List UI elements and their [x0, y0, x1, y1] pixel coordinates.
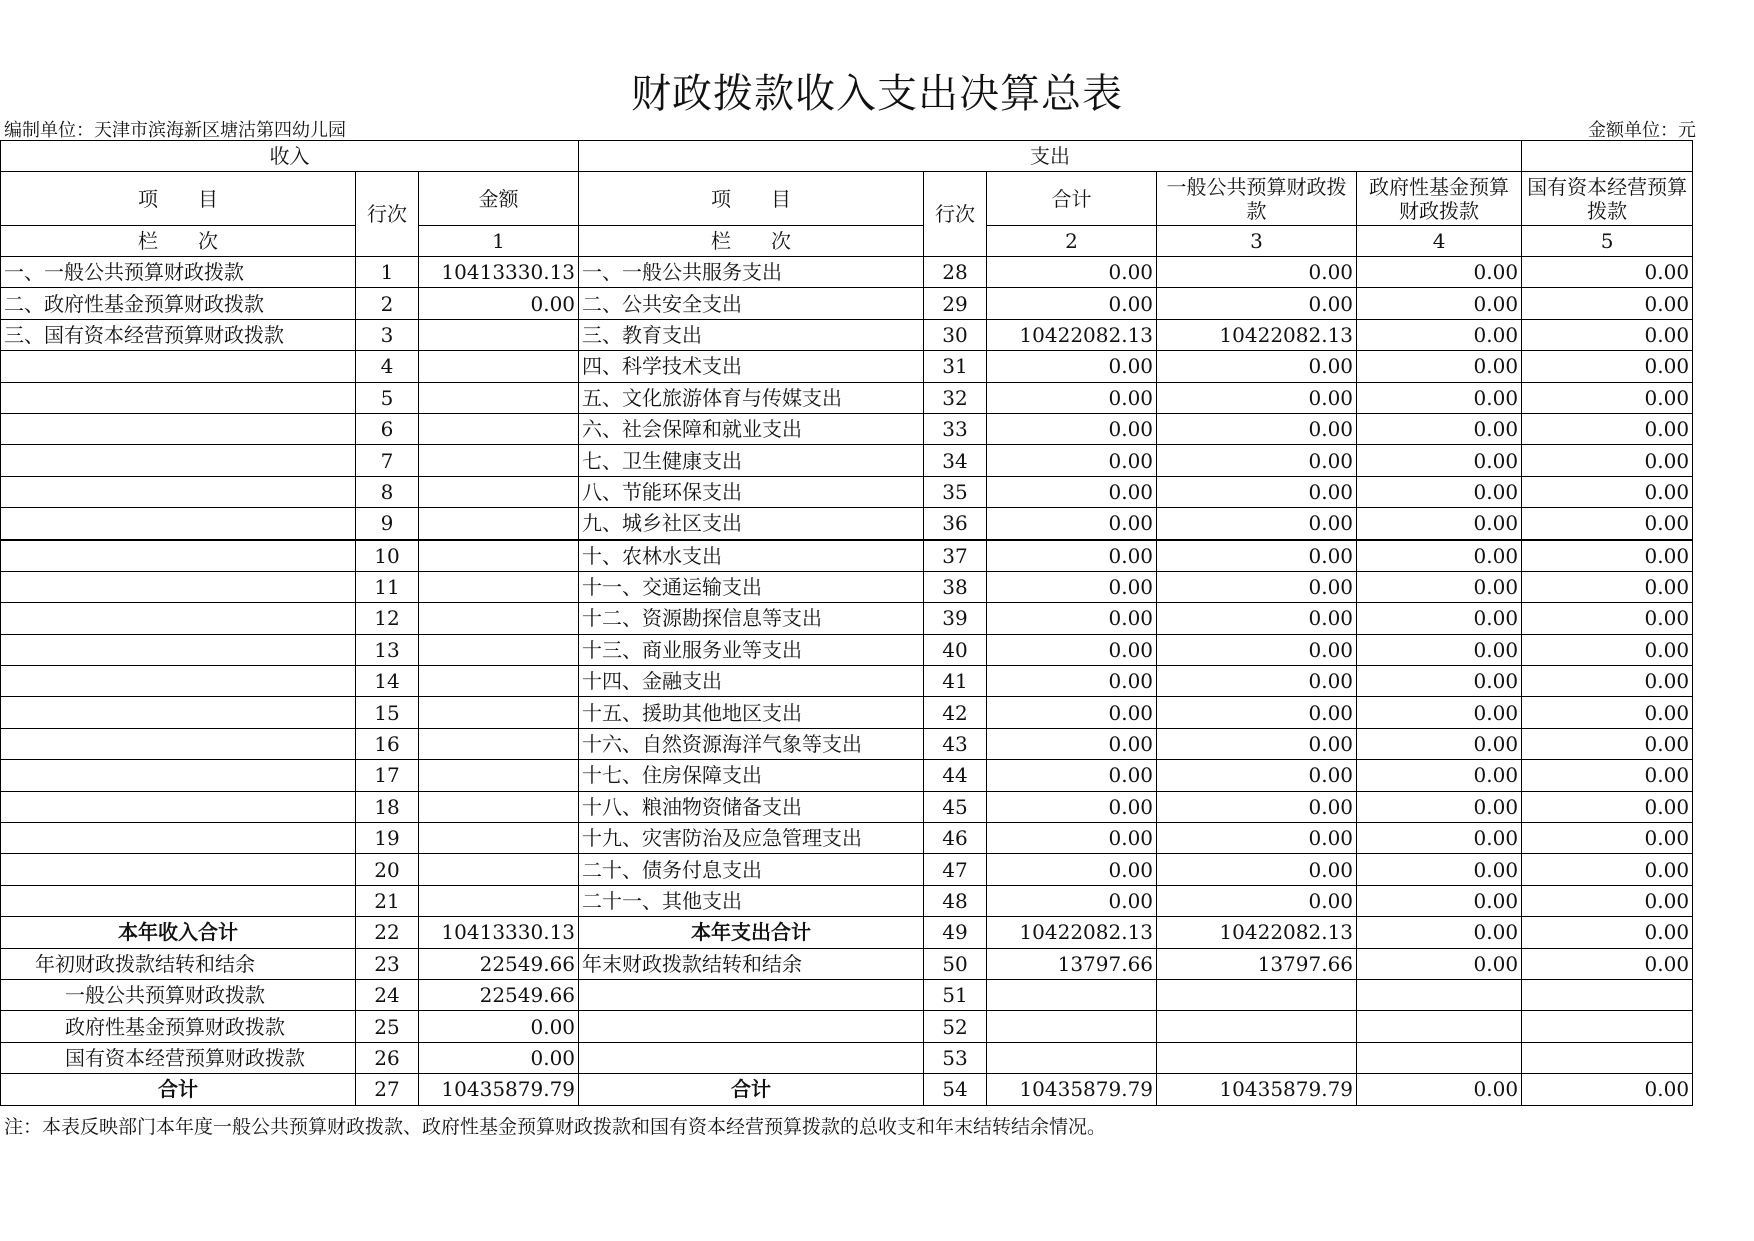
- reporting-unit: 编制单位：天津市滨海新区塘沽第四幼儿园: [4, 120, 346, 141]
- expense-total: 0.00: [987, 760, 1157, 791]
- expense-general: 0.00: [1157, 697, 1357, 728]
- expense-general: 0.00: [1157, 382, 1357, 413]
- expense-general: 0.00: [1157, 413, 1357, 444]
- expense-total: 0.00: [987, 413, 1157, 444]
- expense-state: 0.00: [1522, 476, 1693, 507]
- income-amount: [419, 413, 579, 444]
- expense-row-no: 28: [924, 257, 987, 288]
- income-amount: [419, 445, 579, 476]
- income-row-no: 20: [356, 854, 419, 885]
- income-amount: [419, 697, 579, 728]
- income-item: 年初财政拨款结转和结余: [1, 948, 356, 979]
- table-row: [1, 728, 1693, 759]
- income-amount: 0.00: [419, 288, 579, 319]
- table-row: [1, 1074, 1693, 1105]
- expense-total: 0.00: [987, 603, 1157, 634]
- expense-fund-header: 政府性基金预算财政拨款: [1357, 172, 1522, 226]
- col-no-4: 4: [1357, 226, 1522, 257]
- expense-state: 0.00: [1522, 1074, 1693, 1105]
- income-amount: 10413330.13: [419, 917, 579, 948]
- expense-fund: 0.00: [1357, 666, 1522, 697]
- expense-state: 0.00: [1522, 571, 1693, 602]
- expense-row-no: 29: [924, 288, 987, 319]
- expense-item: 年末财政拨款结转和结余: [579, 948, 924, 979]
- expense-total: 0.00: [987, 508, 1157, 540]
- income-item: 合计: [1, 1074, 356, 1105]
- header-row-column-numbers: [1, 226, 1693, 257]
- income-amount: 22549.66: [419, 979, 579, 1010]
- expense-fund: [1357, 979, 1522, 1010]
- header-row-columns: [1, 172, 1693, 226]
- expense-state: 0.00: [1522, 666, 1693, 697]
- table-row: [1, 288, 1693, 319]
- expense-total: 0.00: [987, 666, 1157, 697]
- expense-general: 0.00: [1157, 288, 1357, 319]
- expense-total: 0.00: [987, 257, 1157, 288]
- expense-general: 10422082.13: [1157, 917, 1357, 948]
- expense-item: [579, 979, 924, 1010]
- expense-general: 0.00: [1157, 508, 1357, 540]
- expense-total: 0.00: [987, 728, 1157, 759]
- expense-fund: 0.00: [1357, 508, 1522, 540]
- expense-state: 0.00: [1522, 885, 1693, 916]
- expense-fund: 0.00: [1357, 854, 1522, 885]
- expense-item: 三、教育支出: [579, 319, 924, 350]
- expense-state: 0.00: [1522, 760, 1693, 791]
- expense-fund: 0.00: [1357, 603, 1522, 634]
- expense-item: 合计: [579, 1074, 924, 1105]
- expense-row-no: 32: [924, 382, 987, 413]
- table-row: [1, 571, 1693, 602]
- expense-general: 0.00: [1157, 257, 1357, 288]
- income-amount: [419, 728, 579, 759]
- income-row-no: 13: [356, 634, 419, 665]
- income-item: [1, 445, 356, 476]
- income-item: 政府性基金预算财政拨款: [1, 1011, 356, 1042]
- expense-fund: 0.00: [1357, 728, 1522, 759]
- expense-general: 0.00: [1157, 854, 1357, 885]
- income-item: 国有资本经营预算财政拨款: [1, 1042, 356, 1073]
- table-row: [1, 540, 1693, 572]
- expense-state: 0.00: [1522, 288, 1693, 319]
- expense-total: 0.00: [987, 382, 1157, 413]
- expense-total: 0.00: [987, 445, 1157, 476]
- expense-item: 二十、债务付息支出: [579, 854, 924, 885]
- expense-state-header: 国有资本经营预算拨款: [1522, 172, 1693, 226]
- expense-item: [579, 1011, 924, 1042]
- table-row: [1, 760, 1693, 791]
- income-row-no: 4: [356, 351, 419, 382]
- expense-total: 10435879.79: [987, 1074, 1157, 1105]
- income-row-no: 26: [356, 1042, 419, 1073]
- expense-state: 0.00: [1522, 728, 1693, 759]
- table-row: [1, 476, 1693, 507]
- expense-state: 0.00: [1522, 697, 1693, 728]
- income-amount: 0.00: [419, 1042, 579, 1073]
- expense-column-label: 栏 次: [579, 226, 924, 257]
- expense-item: 八、节能环保支出: [579, 476, 924, 507]
- income-amount: [419, 885, 579, 916]
- table-row: [1, 917, 1693, 948]
- expense-fund: 0.00: [1357, 634, 1522, 665]
- income-item-header: 项 目: [1, 172, 356, 226]
- expense-row-no: 50: [924, 948, 987, 979]
- expense-row-no: 34: [924, 445, 987, 476]
- expense-state: 0.00: [1522, 382, 1693, 413]
- expense-item: 四、科学技术支出: [579, 351, 924, 382]
- expense-item: 九、城乡社区支出: [579, 508, 924, 540]
- income-item: [1, 571, 356, 602]
- col-no-2: 2: [987, 226, 1157, 257]
- expense-row-no: 47: [924, 854, 987, 885]
- expense-item: 十、农林水支出: [579, 540, 924, 572]
- expense-fund: 0.00: [1357, 257, 1522, 288]
- expense-item: 二、公共安全支出: [579, 288, 924, 319]
- income-amount: 22549.66: [419, 948, 579, 979]
- income-item: [1, 603, 356, 634]
- income-item: [1, 351, 356, 382]
- col-no-5: 5: [1522, 226, 1693, 257]
- expense-state: [1522, 1011, 1693, 1042]
- expense-total: 10422082.13: [987, 319, 1157, 350]
- expense-row-no: 33: [924, 413, 987, 444]
- income-item: [1, 728, 356, 759]
- income-row-no: 9: [356, 508, 419, 540]
- expense-fund: 0.00: [1357, 540, 1522, 572]
- expense-fund: 0.00: [1357, 760, 1522, 791]
- expense-state: 0.00: [1522, 948, 1693, 979]
- expense-total: [987, 979, 1157, 1010]
- table-row: [1, 382, 1693, 413]
- expense-fund: 0.00: [1357, 917, 1522, 948]
- income-column-label: 栏 次: [1, 226, 356, 257]
- expense-total: [987, 1042, 1157, 1073]
- expense-row-no: 35: [924, 476, 987, 507]
- income-item: 一、一般公共预算财政拨款: [1, 257, 356, 288]
- income-row-no: 5: [356, 382, 419, 413]
- expense-total: 0.00: [987, 571, 1157, 602]
- expense-fund: 0.00: [1357, 571, 1522, 602]
- expense-item: 本年支出合计: [579, 917, 924, 948]
- expense-general: 0.00: [1157, 476, 1357, 507]
- expense-state: 0.00: [1522, 508, 1693, 540]
- expense-general: [1157, 1042, 1357, 1073]
- expense-row-no: 43: [924, 728, 987, 759]
- expense-state: 0.00: [1522, 917, 1693, 948]
- expense-general: 10422082.13: [1157, 319, 1357, 350]
- income-row-no: 27: [356, 1074, 419, 1105]
- expense-item: 十三、商业服务业等支出: [579, 634, 924, 665]
- page-title: 财政拨款收入支出决算总表: [631, 71, 1123, 117]
- income-item: [1, 540, 356, 572]
- expense-fund: 0.00: [1357, 1074, 1522, 1105]
- expense-state: 0.00: [1522, 634, 1693, 665]
- expense-state: 0.00: [1522, 351, 1693, 382]
- income-row-no: 14: [356, 666, 419, 697]
- expense-fund: 0.00: [1357, 697, 1522, 728]
- expense-state: 0.00: [1522, 854, 1693, 885]
- expense-general: 0.00: [1157, 791, 1357, 822]
- table-note: 注：本表反映部门本年度一般公共预算财政拨款、政府性基金预算财政拨款和国有资本经营预算拨款的总收支和年末结转结余情况。: [4, 1116, 1107, 1138]
- expense-general: [1157, 979, 1357, 1010]
- expense-fund: 0.00: [1357, 288, 1522, 319]
- table-row: [1, 445, 1693, 476]
- expense-fund: 0.00: [1357, 351, 1522, 382]
- expense-total: 0.00: [987, 854, 1157, 885]
- expense-general: 0.00: [1157, 666, 1357, 697]
- expense-item: 十五、援助其他地区支出: [579, 697, 924, 728]
- income-row-no: 22: [356, 917, 419, 948]
- expense-fund: 0.00: [1357, 413, 1522, 444]
- table-row: [1, 319, 1693, 350]
- expense-state: 0.00: [1522, 413, 1693, 444]
- expense-row-no: 38: [924, 571, 987, 602]
- expense-item: 五、文化旅游体育与传媒支出: [579, 382, 924, 413]
- expense-total: 0.00: [987, 540, 1157, 572]
- expense-item: 十七、住房保障支出: [579, 760, 924, 791]
- table-row: [1, 1011, 1693, 1042]
- income-amount: [419, 351, 579, 382]
- income-amount-header: 金额: [419, 172, 579, 226]
- income-item: [1, 854, 356, 885]
- expense-header: 支出: [579, 141, 1522, 172]
- expense-total: [987, 1011, 1157, 1042]
- income-row-no: 17: [356, 760, 419, 791]
- expense-general: 0.00: [1157, 728, 1357, 759]
- expense-item: 十一、交通运输支出: [579, 571, 924, 602]
- table-row: [1, 257, 1693, 288]
- income-row-no: 25: [356, 1011, 419, 1042]
- header-row-sections: [1, 141, 1693, 172]
- expense-general: 0.00: [1157, 571, 1357, 602]
- income-row-no: 10: [356, 540, 419, 572]
- income-amount: 10435879.79: [419, 1074, 579, 1105]
- expense-item: [579, 1042, 924, 1073]
- income-row-no: 1: [356, 257, 419, 288]
- income-row-no: 7: [356, 445, 419, 476]
- table-row: [1, 603, 1693, 634]
- expense-row-no: 41: [924, 666, 987, 697]
- expense-general: 0.00: [1157, 445, 1357, 476]
- expense-total: 0.00: [987, 697, 1157, 728]
- income-item: [1, 885, 356, 916]
- table-row: [1, 854, 1693, 885]
- income-item: [1, 634, 356, 665]
- expense-fund: 0.00: [1357, 885, 1522, 916]
- expense-general: 0.00: [1157, 603, 1357, 634]
- expense-fund: 0.00: [1357, 319, 1522, 350]
- income-amount: [419, 571, 579, 602]
- expense-state: 0.00: [1522, 540, 1693, 572]
- income-amount: [419, 382, 579, 413]
- expense-item: 十九、灾害防治及应急管理支出: [579, 823, 924, 854]
- expense-item: 二十一、其他支出: [579, 885, 924, 916]
- income-row-no: 3: [356, 319, 419, 350]
- expense-fund: 0.00: [1357, 382, 1522, 413]
- expense-total-header: 合计: [987, 172, 1157, 226]
- income-amount: [419, 603, 579, 634]
- expense-row-no: 37: [924, 540, 987, 572]
- expense-general: 0.00: [1157, 885, 1357, 916]
- expense-general: 0.00: [1157, 823, 1357, 854]
- income-amount: [419, 791, 579, 822]
- expense-row-no: 31: [924, 351, 987, 382]
- expense-total: 0.00: [987, 791, 1157, 822]
- table-row: [1, 634, 1693, 665]
- table-row: [1, 508, 1693, 540]
- expense-total: 0.00: [987, 351, 1157, 382]
- expense-row-no: 45: [924, 791, 987, 822]
- expense-state: 0.00: [1522, 445, 1693, 476]
- income-row-no: 11: [356, 571, 419, 602]
- expense-total: 0.00: [987, 823, 1157, 854]
- income-amount: [419, 666, 579, 697]
- expense-row-no: 53: [924, 1042, 987, 1073]
- income-amount: [419, 508, 579, 540]
- income-item: 二、政府性基金预算财政拨款: [1, 288, 356, 319]
- income-item: [1, 666, 356, 697]
- expense-item: 七、卫生健康支出: [579, 445, 924, 476]
- income-row-no: 19: [356, 823, 419, 854]
- expense-total: 10422082.13: [987, 917, 1157, 948]
- expense-row-no: 42: [924, 697, 987, 728]
- expense-state: 0.00: [1522, 823, 1693, 854]
- expense-total: 0.00: [987, 885, 1157, 916]
- expense-row-no: 54: [924, 1074, 987, 1105]
- income-row-no: 18: [356, 791, 419, 822]
- expense-item: 十四、金融支出: [579, 666, 924, 697]
- expense-item-header: 项 目: [579, 172, 924, 226]
- income-item: [1, 508, 356, 540]
- expense-row-no: 49: [924, 917, 987, 948]
- table-row: [1, 697, 1693, 728]
- expense-row-no: 30: [924, 319, 987, 350]
- income-item: [1, 791, 356, 822]
- income-item: 三、国有资本经营预算财政拨款: [1, 319, 356, 350]
- table-row: [1, 979, 1693, 1010]
- expense-row-no: 44: [924, 760, 987, 791]
- table-row: [1, 1042, 1693, 1073]
- expense-general-header: 一般公共预算财政拨款: [1157, 172, 1357, 226]
- expense-state: [1522, 1042, 1693, 1073]
- expense-fund: 0.00: [1357, 476, 1522, 507]
- income-item: 本年收入合计: [1, 917, 356, 948]
- expense-fund: 0.00: [1357, 791, 1522, 822]
- income-item: [1, 476, 356, 507]
- expense-item: 十二、资源勘探信息等支出: [579, 603, 924, 634]
- expense-general: [1157, 1011, 1357, 1042]
- income-header: 收入: [1, 141, 579, 172]
- table-row: [1, 666, 1693, 697]
- expense-item: 六、社会保障和就业支出: [579, 413, 924, 444]
- income-item: [1, 413, 356, 444]
- final-accounts-table: [0, 140, 1693, 1106]
- income-amount: 0.00: [419, 1011, 579, 1042]
- income-row-no: 6: [356, 413, 419, 444]
- income-amount: [419, 760, 579, 791]
- income-row-no: 24: [356, 979, 419, 1010]
- expense-state: 0.00: [1522, 603, 1693, 634]
- income-amount: 10413330.13: [419, 257, 579, 288]
- col-no-3: 3: [1157, 226, 1357, 257]
- expense-fund: [1357, 1011, 1522, 1042]
- expense-row-no: 39: [924, 603, 987, 634]
- table-row: [1, 413, 1693, 444]
- income-item: [1, 382, 356, 413]
- expense-state: 0.00: [1522, 791, 1693, 822]
- expense-general: 10435879.79: [1157, 1074, 1357, 1105]
- expense-row-no: 46: [924, 823, 987, 854]
- income-row-no: 2: [356, 288, 419, 319]
- expense-state: [1522, 979, 1693, 1010]
- income-item: [1, 697, 356, 728]
- expense-total: 13797.66: [987, 948, 1157, 979]
- income-row-no: 21: [356, 885, 419, 916]
- expense-total: 0.00: [987, 634, 1157, 665]
- expense-row-no: 48: [924, 885, 987, 916]
- expense-general: 0.00: [1157, 540, 1357, 572]
- income-amount: [419, 476, 579, 507]
- table-row: [1, 885, 1693, 916]
- income-row-no: 16: [356, 728, 419, 759]
- expense-row-no: 51: [924, 979, 987, 1010]
- income-amount: [419, 634, 579, 665]
- col-no-1: 1: [419, 226, 579, 257]
- expense-state: 0.00: [1522, 319, 1693, 350]
- income-item: [1, 823, 356, 854]
- blank-header: [1522, 141, 1693, 172]
- expense-general: 0.00: [1157, 351, 1357, 382]
- income-amount: [419, 540, 579, 572]
- expense-item: 十六、自然资源海洋气象等支出: [579, 728, 924, 759]
- currency-unit: 金额单位：元: [1588, 120, 1696, 141]
- income-amount: [419, 854, 579, 885]
- income-amount: [419, 823, 579, 854]
- expense-row-no: 40: [924, 634, 987, 665]
- table-row: [1, 791, 1693, 822]
- income-row-no: 15: [356, 697, 419, 728]
- table-row: [1, 948, 1693, 979]
- table-row: [1, 823, 1693, 854]
- expense-total: 0.00: [987, 288, 1157, 319]
- expense-general: 0.00: [1157, 634, 1357, 665]
- income-row-no: 8: [356, 476, 419, 507]
- expense-row-no: 36: [924, 508, 987, 540]
- expense-row-no: 52: [924, 1011, 987, 1042]
- income-row-no-header: 行次: [356, 172, 419, 257]
- income-row-no: 12: [356, 603, 419, 634]
- income-item: [1, 760, 356, 791]
- expense-item: 十八、粮油物资储备支出: [579, 791, 924, 822]
- income-amount: [419, 319, 579, 350]
- expense-fund: [1357, 1042, 1522, 1073]
- expense-general: 13797.66: [1157, 948, 1357, 979]
- expense-fund: 0.00: [1357, 445, 1522, 476]
- expense-fund: 0.00: [1357, 948, 1522, 979]
- income-row-no: 23: [356, 948, 419, 979]
- expense-item: 一、一般公共服务支出: [579, 257, 924, 288]
- income-item: 一般公共预算财政拨款: [1, 979, 356, 1010]
- expense-total: 0.00: [987, 476, 1157, 507]
- expense-state: 0.00: [1522, 257, 1693, 288]
- expense-fund: 0.00: [1357, 823, 1522, 854]
- expense-general: 0.00: [1157, 760, 1357, 791]
- table-row: [1, 351, 1693, 382]
- expense-row-no-header: 行次: [924, 172, 987, 257]
